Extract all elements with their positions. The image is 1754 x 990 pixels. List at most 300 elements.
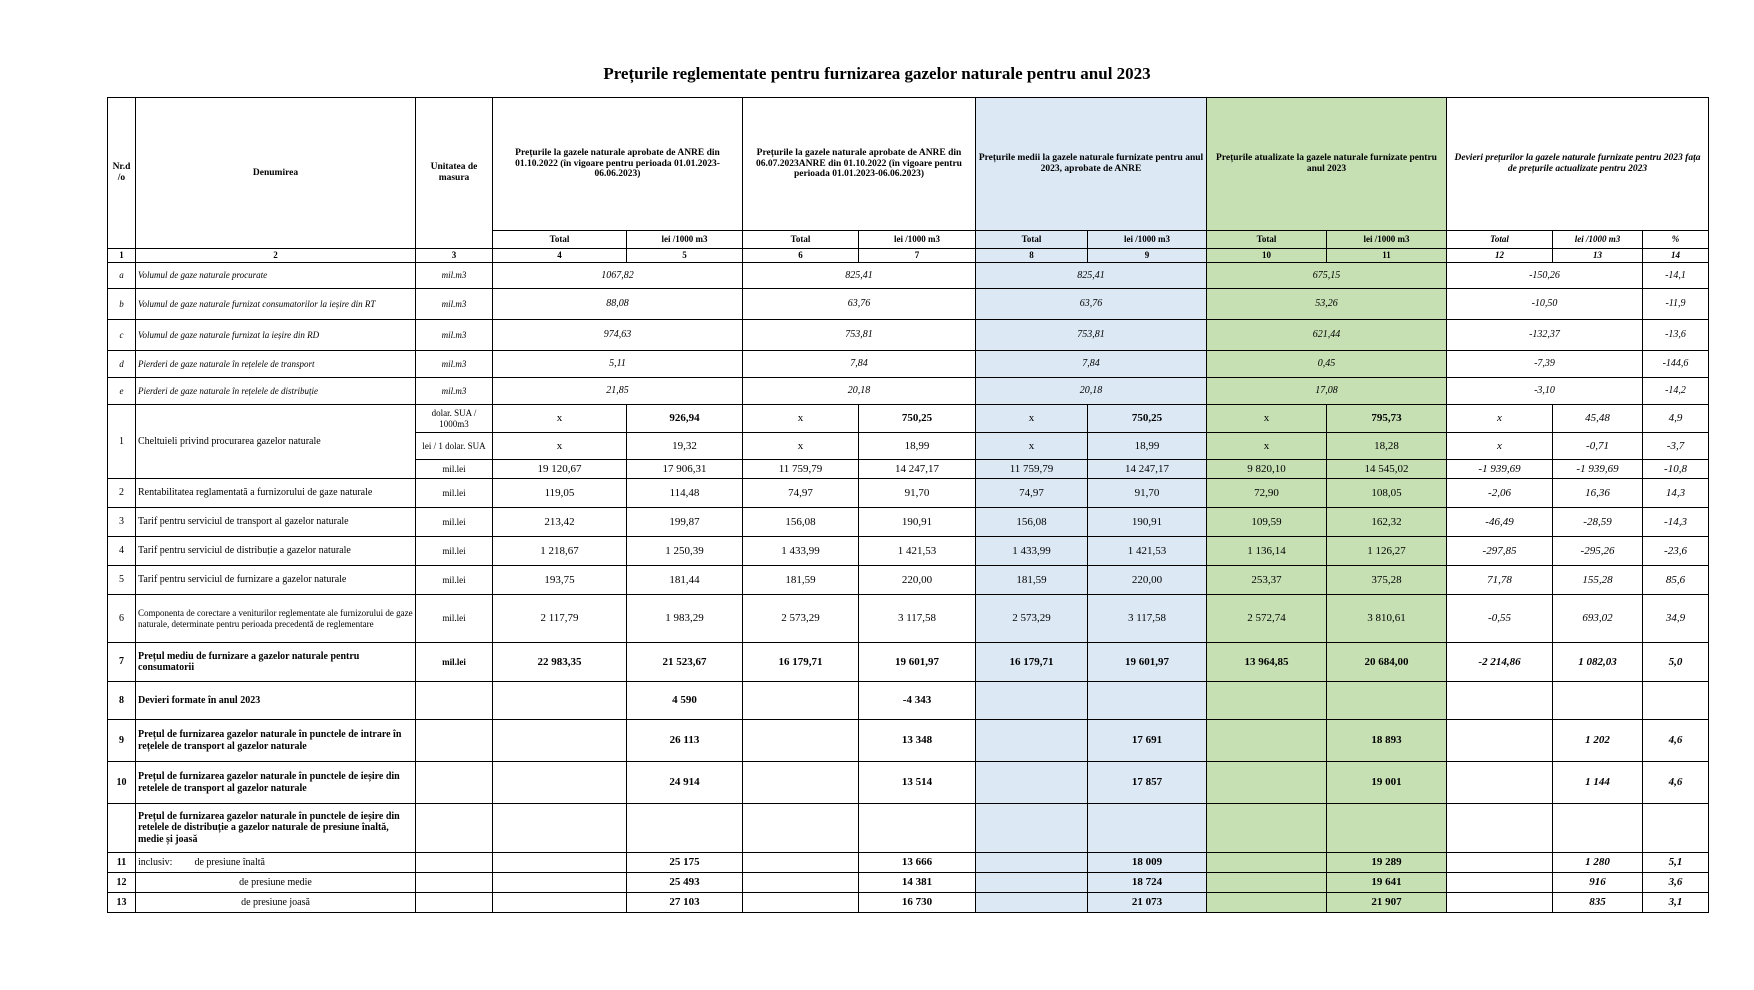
row-name: Pierderi de gaze naturale în rețelele de distribuție	[136, 378, 416, 405]
value-cell: 91,70	[1088, 479, 1207, 508]
value-cell: -1 939,69	[1447, 460, 1553, 479]
empty-cell	[1088, 804, 1207, 853]
value-cell: 19 289	[1327, 853, 1447, 873]
empty-cell	[743, 853, 859, 873]
percent-cell: -14,1	[1643, 263, 1709, 289]
value-cell: 825,41	[743, 263, 976, 289]
value-cell: 825,41	[976, 263, 1207, 289]
empty-cell	[1447, 853, 1553, 873]
value-cell: -3,10	[1447, 378, 1643, 405]
percent-cell: 14,3	[1643, 479, 1709, 508]
value-cell: 1 202	[1553, 720, 1643, 762]
empty-cell	[493, 853, 627, 873]
row-unit: lei / 1 dolar. SUA	[416, 433, 493, 460]
row-nr: c	[108, 320, 136, 351]
empty-cell	[108, 804, 136, 853]
value-cell: 1 421,53	[1088, 537, 1207, 566]
percent-cell: 4,6	[1643, 720, 1709, 762]
value-cell: 1 082,03	[1553, 643, 1643, 682]
table-row	[108, 853, 1709, 873]
value-cell: 9 820,10	[1207, 460, 1327, 479]
value-cell: 20 684,00	[1327, 643, 1447, 682]
table-row	[108, 289, 1709, 320]
value-cell: 220,00	[1088, 566, 1207, 595]
value-cell: 14 381	[859, 873, 976, 893]
value-cell: 1067,82	[493, 263, 743, 289]
value-cell: 17 906,31	[627, 460, 743, 479]
row-name: Tarif pentru serviciul de transport al gazelor naturale	[136, 508, 416, 537]
value-cell: 253,37	[1207, 566, 1327, 595]
column-number: 12	[1447, 249, 1553, 263]
value-cell: 220,00	[859, 566, 976, 595]
header-group-deviations: Devieri prețurilor la gazele naturale furnizate pentru 2023 fața de prețurile actualizate pentru 2023	[1447, 98, 1709, 231]
value-cell: 750,25	[859, 405, 976, 433]
column-number: 11	[1327, 249, 1447, 263]
header-lei: lei /1000 m3	[859, 231, 976, 249]
column-number: 1	[108, 249, 136, 263]
value-cell: 17 857	[1088, 762, 1207, 804]
header-percent: %	[1643, 231, 1709, 249]
value-cell: 1 126,27	[1327, 537, 1447, 566]
table-row	[108, 320, 1709, 351]
header-total: Total	[1447, 231, 1553, 249]
value-cell: 20,18	[743, 378, 976, 405]
value-cell: x	[1447, 433, 1553, 460]
value-cell: 7,84	[976, 351, 1207, 378]
column-number: 7	[859, 249, 976, 263]
table-row	[108, 682, 1709, 720]
page-title: Prețurile reglementate pentru furnizarea gazelor naturale pentru anul 2023	[603, 64, 1151, 83]
value-cell: 21,85	[493, 378, 743, 405]
row-nr: 12	[108, 873, 136, 893]
row-unit: mil.lei	[416, 508, 493, 537]
value-cell: 11 759,79	[743, 460, 859, 479]
row-nr: b	[108, 289, 136, 320]
row-name: Pierderi de gaze naturale în rețelele de transport	[136, 351, 416, 378]
value-cell: 53,26	[1207, 289, 1447, 320]
value-cell: 109,59	[1207, 508, 1327, 537]
empty-cell	[976, 762, 1088, 804]
value-cell: 750,25	[1088, 405, 1207, 433]
empty-cell	[976, 682, 1088, 720]
empty-cell	[976, 893, 1088, 913]
value-cell: 3 117,58	[1088, 595, 1207, 643]
value-cell: 72,90	[1207, 479, 1327, 508]
percent-cell: -3,7	[1643, 433, 1709, 460]
row-unit: mil.lei	[416, 460, 493, 479]
value-cell: 18,99	[1088, 433, 1207, 460]
header-group-2023: Prețurile la gazele naturale aprobate de ANRE din 06.07.2023ANRE din 01.10.2022 (în vigoare pentru perioada 01.01.2023-06.06.2023)	[743, 98, 976, 231]
percent-cell: -14,3	[1643, 508, 1709, 537]
value-cell: 5,11	[493, 351, 743, 378]
value-cell: 88,08	[493, 289, 743, 320]
empty-cell	[493, 762, 627, 804]
value-cell: -1 939,69	[1553, 460, 1643, 479]
empty-cell	[1553, 804, 1643, 853]
empty-cell	[1447, 720, 1553, 762]
value-cell: 162,32	[1327, 508, 1447, 537]
value-cell: 7,84	[743, 351, 976, 378]
empty-cell	[1088, 682, 1207, 720]
table-row	[108, 595, 1709, 643]
value-cell: 13 666	[859, 853, 976, 873]
value-cell: 63,76	[743, 289, 976, 320]
empty-cell	[1207, 804, 1327, 853]
value-cell: x	[976, 433, 1088, 460]
empty-cell	[416, 682, 493, 720]
value-cell: 18,99	[859, 433, 976, 460]
value-cell: 16 179,71	[976, 643, 1088, 682]
row-unit: mil.m3	[416, 351, 493, 378]
header-unitatea: Unitatea de masura	[416, 98, 493, 249]
value-cell: 3 117,58	[859, 595, 976, 643]
empty-cell	[1447, 873, 1553, 893]
row-name: Prețul de furnizarea gazelor naturale în punctele de ieșire din retelele de transport al gazelor naturale	[136, 762, 416, 804]
row-unit: dolar. SUA / 1000m3	[416, 405, 493, 433]
value-cell: 155,28	[1553, 566, 1643, 595]
value-cell: 1 250,39	[627, 537, 743, 566]
empty-cell	[1447, 893, 1553, 913]
value-cell: -7,39	[1447, 351, 1643, 378]
percent-cell: -13,6	[1643, 320, 1709, 351]
value-cell: 156,08	[743, 508, 859, 537]
value-cell: 24 914	[627, 762, 743, 804]
empty-cell	[493, 873, 627, 893]
value-cell: 213,42	[493, 508, 627, 537]
row-nr: 13	[108, 893, 136, 913]
empty-cell	[1207, 762, 1327, 804]
value-cell: 27 103	[627, 893, 743, 913]
value-cell: 156,08	[976, 508, 1088, 537]
value-cell: 13 514	[859, 762, 976, 804]
value-cell: 91,70	[859, 479, 976, 508]
row-unit: mil.m3	[416, 289, 493, 320]
value-cell: 19 001	[1327, 762, 1447, 804]
empty-cell	[416, 873, 493, 893]
value-cell: 675,15	[1207, 263, 1447, 289]
value-cell: -2,06	[1447, 479, 1553, 508]
column-number: 14	[1643, 249, 1709, 263]
table-row	[108, 873, 1709, 893]
value-cell: 1 983,29	[627, 595, 743, 643]
value-cell: -2 214,86	[1447, 643, 1553, 682]
empty-cell	[976, 873, 1088, 893]
column-number: 3	[416, 249, 493, 263]
table-row	[108, 405, 1709, 433]
value-cell: 45,48	[1553, 405, 1643, 433]
row-name: Componenta de corectare a veniturilor reglementate ale furnizorului de gaze naturale, determinate pentru perioada precedentă de reglementare	[136, 595, 416, 643]
value-cell: 753,81	[976, 320, 1207, 351]
value-cell: 835	[1553, 893, 1643, 913]
value-cell: x	[1207, 405, 1327, 433]
value-cell: 14 247,17	[859, 460, 976, 479]
row-name: Devieri formate în anul 2023	[136, 682, 416, 720]
header-lei: lei /1000 m3	[627, 231, 743, 249]
empty-cell	[743, 893, 859, 913]
row-name: Prețul de furnizarea gazelor naturale în punctele de ieșire din retelele de distribuție a gazelor naturale de presiune înaltă, medie și joasă	[136, 804, 416, 853]
table-row	[108, 804, 1709, 853]
column-number: 4	[493, 249, 627, 263]
value-cell: 621,44	[1207, 320, 1447, 351]
value-cell: x	[1447, 405, 1553, 433]
empty-cell	[416, 804, 493, 853]
empty-cell	[1207, 873, 1327, 893]
empty-cell	[1447, 762, 1553, 804]
empty-cell	[416, 762, 493, 804]
value-cell: 13 964,85	[1207, 643, 1327, 682]
header-group-2022: Prețurile la gazele naturale aprobate de ANRE din 01.10.2022 (în vigoare pentru perioada 01.01.2023-06.06.2023)	[493, 98, 743, 231]
row-nr: 4	[108, 537, 136, 566]
table-row	[108, 566, 1709, 595]
row-nr: 1	[108, 405, 136, 479]
value-cell: x	[743, 405, 859, 433]
value-cell: 17,08	[1207, 378, 1447, 405]
value-cell: 74,97	[743, 479, 859, 508]
row-name: Rentabilitatea reglamentată a furnizorului de gaze naturale	[136, 479, 416, 508]
value-cell: 14 545,02	[1327, 460, 1447, 479]
value-cell: 16 179,71	[743, 643, 859, 682]
table-row	[108, 351, 1709, 378]
table-row	[108, 263, 1709, 289]
table-row	[108, 378, 1709, 405]
percent-cell: 4,6	[1643, 762, 1709, 804]
row-nr: e	[108, 378, 136, 405]
value-cell: 18 893	[1327, 720, 1447, 762]
value-cell: 974,63	[493, 320, 743, 351]
empty-cell	[627, 804, 743, 853]
value-cell: x	[743, 433, 859, 460]
value-cell: -150,26	[1447, 263, 1643, 289]
row-name: Cheltuieli privind procurarea gazelor naturale	[136, 405, 416, 479]
value-cell: x	[976, 405, 1088, 433]
value-cell: 13 348	[859, 720, 976, 762]
row-nr: 10	[108, 762, 136, 804]
value-cell: 26 113	[627, 720, 743, 762]
row-nr: 2	[108, 479, 136, 508]
header-lei: lei /1000 m3	[1088, 231, 1207, 249]
value-cell: 1 421,53	[859, 537, 976, 566]
empty-cell	[493, 682, 627, 720]
value-cell: 795,73	[1327, 405, 1447, 433]
value-cell: 1 433,99	[976, 537, 1088, 566]
empty-cell	[1643, 682, 1709, 720]
header-total: Total	[976, 231, 1088, 249]
percent-cell: -11,9	[1643, 289, 1709, 320]
value-cell: 19,32	[627, 433, 743, 460]
value-cell: 0,45	[1207, 351, 1447, 378]
value-cell: 14 247,17	[1088, 460, 1207, 479]
column-number: 6	[743, 249, 859, 263]
row-unit: mil.lei	[416, 479, 493, 508]
value-cell: 21 907	[1327, 893, 1447, 913]
value-cell: 375,28	[1327, 566, 1447, 595]
row-unit: mil.m3	[416, 320, 493, 351]
row-nr: 5	[108, 566, 136, 595]
percent-cell: 5,1	[1643, 853, 1709, 873]
inclusiv-label: inclusiv:	[138, 856, 173, 868]
table-row	[108, 720, 1709, 762]
empty-cell	[1643, 804, 1709, 853]
column-number: 5	[627, 249, 743, 263]
row-unit: mil.lei	[416, 595, 493, 643]
empty-cell	[743, 762, 859, 804]
empty-cell	[493, 804, 627, 853]
empty-cell	[976, 720, 1088, 762]
column-number: 13	[1553, 249, 1643, 263]
row-name	[136, 853, 416, 873]
row-name: de presiune joasă	[136, 893, 416, 913]
value-cell: 25 175	[627, 853, 743, 873]
empty-cell	[1327, 682, 1447, 720]
empty-cell	[1207, 853, 1327, 873]
value-cell: 2 573,29	[743, 595, 859, 643]
row-unit: mil.lei	[416, 566, 493, 595]
header-lei: lei /1000 m3	[1553, 231, 1643, 249]
value-cell: 114,48	[627, 479, 743, 508]
value-cell: 199,87	[627, 508, 743, 537]
pressure-label: de presiune înaltă	[194, 856, 265, 868]
empty-cell	[493, 720, 627, 762]
value-cell: 19 120,67	[493, 460, 627, 479]
value-cell: 119,05	[493, 479, 627, 508]
value-cell: 753,81	[743, 320, 976, 351]
value-cell: 19 601,97	[859, 643, 976, 682]
empty-cell	[493, 893, 627, 913]
empty-cell	[1327, 804, 1447, 853]
header-total: Total	[493, 231, 627, 249]
value-cell: -28,59	[1553, 508, 1643, 537]
value-cell: 19 641	[1327, 873, 1447, 893]
header-lei: lei /1000 m3	[1327, 231, 1447, 249]
empty-cell	[859, 804, 976, 853]
table-row	[108, 643, 1709, 682]
row-name: Volumul de gaze naturale procurate	[136, 263, 416, 289]
value-cell: 4 590	[627, 682, 743, 720]
empty-cell	[743, 873, 859, 893]
header-total: Total	[1207, 231, 1327, 249]
value-cell: -10,50	[1447, 289, 1643, 320]
value-cell: 20,18	[976, 378, 1207, 405]
row-name: Tarif pentru serviciul de furnizare a gazelor naturale	[136, 566, 416, 595]
value-cell: 18 009	[1088, 853, 1207, 873]
value-cell: 181,59	[743, 566, 859, 595]
column-number: 9	[1088, 249, 1207, 263]
row-nr: 3	[108, 508, 136, 537]
percent-cell: -144,6	[1643, 351, 1709, 378]
column-number: 10	[1207, 249, 1327, 263]
row-name: de presiune medie	[136, 873, 416, 893]
row-name: Tarif pentru serviciul de distribuție a gazelor naturale	[136, 537, 416, 566]
value-cell: 17 691	[1088, 720, 1207, 762]
value-cell: 916	[1553, 873, 1643, 893]
row-nr: 8	[108, 682, 136, 720]
value-cell: 181,59	[976, 566, 1088, 595]
row-name: Prețul de furnizarea gazelor naturale în punctele de intrare în rețelele de transport al gazelor naturale	[136, 720, 416, 762]
value-cell: 1 280	[1553, 853, 1643, 873]
value-cell: 190,91	[1088, 508, 1207, 537]
row-unit: mil.lei	[416, 537, 493, 566]
percent-cell: 3,1	[1643, 893, 1709, 913]
row-name: Prețul mediu de furnizare a gazelor naturale pentru consumatorii	[136, 643, 416, 682]
value-cell: 18,28	[1327, 433, 1447, 460]
value-cell: 190,91	[859, 508, 976, 537]
empty-cell	[743, 682, 859, 720]
row-unit: mil.lei	[416, 643, 493, 682]
value-cell: 19 601,97	[1088, 643, 1207, 682]
header-denumirea: Denumirea	[136, 98, 416, 249]
value-cell: 18 724	[1088, 873, 1207, 893]
percent-cell: -23,6	[1643, 537, 1709, 566]
value-cell: 71,78	[1447, 566, 1553, 595]
value-cell: -132,37	[1447, 320, 1643, 351]
empty-cell	[976, 853, 1088, 873]
empty-cell	[416, 720, 493, 762]
empty-cell	[416, 853, 493, 873]
percent-cell: 5,0	[1643, 643, 1709, 682]
value-cell: 1 136,14	[1207, 537, 1327, 566]
value-cell: 2 572,74	[1207, 595, 1327, 643]
header-total: Total	[743, 231, 859, 249]
table-row	[108, 762, 1709, 804]
empty-cell	[743, 804, 859, 853]
row-name: Volumul de gaze naturale furnizat consumatorilor la ieșire din RT	[136, 289, 416, 320]
empty-cell	[1553, 682, 1643, 720]
prices-table	[107, 97, 1709, 913]
row-unit: mil.m3	[416, 378, 493, 405]
empty-cell	[1447, 804, 1553, 853]
value-cell: x	[493, 405, 627, 433]
value-cell: -0,71	[1553, 433, 1643, 460]
value-cell: 16 730	[859, 893, 976, 913]
value-cell: 11 759,79	[976, 460, 1088, 479]
column-number: 2	[136, 249, 416, 263]
value-cell: 21 073	[1088, 893, 1207, 913]
empty-cell	[1447, 682, 1553, 720]
table-row	[108, 537, 1709, 566]
value-cell: 25 493	[627, 873, 743, 893]
value-cell: 1 218,67	[493, 537, 627, 566]
row-unit: mil.m3	[416, 263, 493, 289]
row-nr: 7	[108, 643, 136, 682]
value-cell: x	[493, 433, 627, 460]
row-nr: 9	[108, 720, 136, 762]
value-cell: -295,26	[1553, 537, 1643, 566]
value-cell: 108,05	[1327, 479, 1447, 508]
value-cell: -0,55	[1447, 595, 1553, 643]
percent-cell: 4,9	[1643, 405, 1709, 433]
header-nr: Nr.d /o	[108, 98, 136, 249]
value-cell: 16,36	[1553, 479, 1643, 508]
table-row	[108, 508, 1709, 537]
percent-cell: -14,2	[1643, 378, 1709, 405]
empty-cell	[1207, 682, 1327, 720]
row-nr: d	[108, 351, 136, 378]
empty-cell	[976, 804, 1088, 853]
percent-cell: -10,8	[1643, 460, 1709, 479]
value-cell: 1 433,99	[743, 537, 859, 566]
value-cell: 1 144	[1553, 762, 1643, 804]
value-cell: 63,76	[976, 289, 1207, 320]
value-cell: -4 343	[859, 682, 976, 720]
empty-cell	[1207, 720, 1327, 762]
value-cell: 926,94	[627, 405, 743, 433]
value-cell: 2 573,29	[976, 595, 1088, 643]
percent-cell: 34,9	[1643, 595, 1709, 643]
value-cell: 74,97	[976, 479, 1088, 508]
value-cell: 22 983,35	[493, 643, 627, 682]
column-number: 8	[976, 249, 1088, 263]
row-nr: 6	[108, 595, 136, 643]
